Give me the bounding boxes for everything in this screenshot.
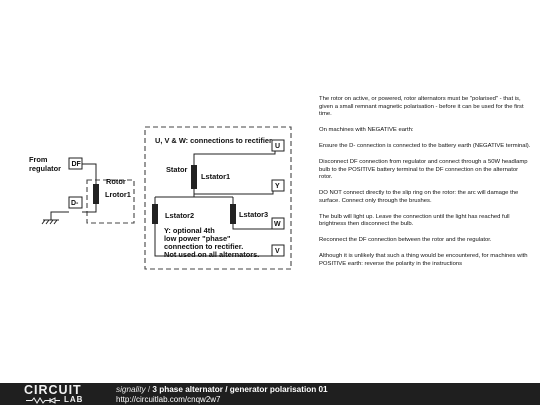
uvw-note: U, V & W: connections to rectifier [155, 136, 272, 145]
svg-text:U: U [275, 143, 281, 150]
port-w [272, 218, 284, 229]
lrotor1-coil [93, 184, 99, 204]
note-paragraph: Reconnect the DF connection between the rotor and the regulator. [319, 237, 492, 244]
note-paragraph: Although it is unlikely that such a thing would be encountered, for machines with POSITIVE earth: reverse the polarity in the instructions [319, 253, 528, 268]
from-regulator-label: From [29, 155, 48, 164]
logo-text-bottom: LAB [64, 395, 84, 404]
note-paragraph: DO NOT connect directly to the slip ring on the rotor: the arc will damage the surface. Connect only through the brushes. [319, 190, 519, 204]
lstator2-label: Lstator2 [165, 211, 195, 220]
title-separator: / [145, 385, 153, 394]
ground-icon [42, 220, 59, 224]
note-paragraph: On machines with NEGATIVE earth: [319, 127, 414, 134]
circuitlab-logo[interactable] [24, 384, 96, 404]
svg-text:W: W [274, 221, 281, 228]
lstator2-coil [152, 204, 158, 224]
note-paragraph: Disconnect DF connection from regulator and connect through a 50W headlamp bulb to the POSITIVE battery terminal to the DF connection on the alternator rotor. [319, 159, 528, 181]
lrotor1-label: Lrotor1 [105, 190, 131, 199]
port-u [272, 140, 284, 151]
port-dminus [69, 197, 82, 208]
lstator3-label: Lstator3 [239, 210, 269, 219]
port-y [272, 180, 284, 191]
lstator1-label: Lstator1 [201, 172, 231, 181]
circuit-title[interactable]: 3 phase alternator / generator polarisation 01 [152, 385, 328, 394]
polarisation-instructions [319, 96, 533, 277]
lstator1-coil [191, 165, 197, 189]
rotor-label: Rotor [106, 177, 126, 186]
circuit-title-line [116, 385, 328, 394]
circuit-url-link[interactable]: http://circuitlab.com/cnqw2w7 [116, 395, 221, 404]
port-v [272, 245, 284, 256]
from-regulator-label-line2: regulator [29, 164, 62, 173]
svg-text:V: V [275, 248, 280, 255]
svg-text:Y: Y [275, 183, 280, 190]
author-link[interactable]: signality [116, 385, 146, 394]
circuit-symbol-icon [26, 397, 60, 404]
svg-text:DF: DF [71, 161, 81, 168]
note-paragraph: Ensure the D- connection is connected to the battery earth (NEGATIVE terminal). [319, 143, 531, 150]
lstator3-coil [230, 204, 236, 224]
y-note [164, 226, 259, 259]
note-paragraph: The rotor on active, or powered, rotor alternators must be "polarised" - that is, given a small remnant magnetic polarisation - before it can be used for the first time. [319, 96, 524, 118]
footer-bar [0, 383, 540, 405]
port-df [69, 158, 82, 169]
svg-text:Y: optional 4th: Y: optional 4th [164, 226, 215, 235]
svg-text:low power "phase": low power "phase" [164, 234, 231, 243]
svg-text:connection to rectifier.: connection to rectifier. [164, 242, 244, 251]
stator-label: Stator [166, 165, 188, 174]
svg-text:D-: D- [71, 200, 79, 207]
note-paragraph: The bulb will light up. Leave the connection until the light has reached full brightness then disconnect the bulb. [319, 213, 510, 228]
logo-text-top: CIRCUIT [24, 383, 82, 397]
svg-text:Not used on all alternators.: Not used on all alternators. [164, 250, 260, 259]
